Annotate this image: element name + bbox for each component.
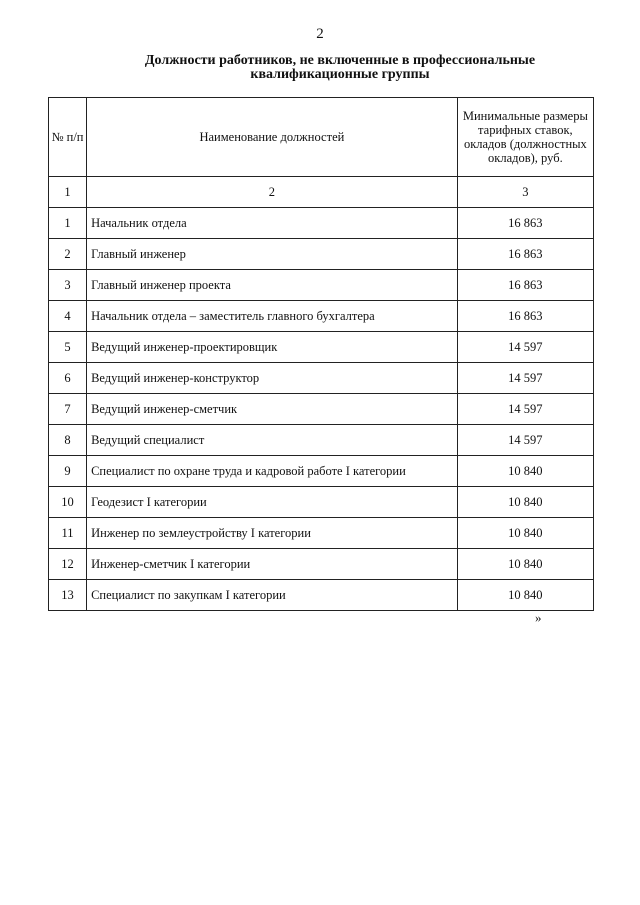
position-name: Геодезист I категории bbox=[87, 487, 458, 518]
row-number: 2 bbox=[49, 239, 87, 270]
position-name: Главный инженер проекта bbox=[87, 270, 458, 301]
table-row bbox=[49, 363, 594, 394]
header-position-name: Наименование должностей bbox=[87, 98, 458, 177]
table-body bbox=[49, 177, 594, 611]
table-row bbox=[49, 549, 594, 580]
salary-amount: 16 863 bbox=[457, 208, 593, 239]
position-name: Главный инженер bbox=[87, 239, 458, 270]
document-title-line-1: Должности работников, не включенные в профессиональные bbox=[144, 53, 536, 68]
salary-amount: 14 597 bbox=[457, 363, 593, 394]
row-number: 13 bbox=[49, 580, 87, 611]
position-name: Специалист по закупкам I категории bbox=[87, 580, 458, 611]
position-name: Инженер по землеустройству I категории bbox=[87, 518, 458, 549]
column-number-2: 2 bbox=[87, 177, 458, 208]
row-number: 11 bbox=[49, 518, 87, 549]
page-number: 2 bbox=[316, 26, 324, 42]
position-name: Ведущий специалист bbox=[87, 425, 458, 456]
header-number: № п/п bbox=[49, 98, 87, 177]
row-number: 3 bbox=[49, 270, 87, 301]
table-row bbox=[49, 487, 594, 518]
table-row bbox=[49, 208, 594, 239]
table-header-row bbox=[49, 98, 594, 177]
row-number: 1 bbox=[49, 208, 87, 239]
document-title bbox=[110, 54, 570, 82]
table-row bbox=[49, 518, 594, 549]
salary-amount: 16 863 bbox=[457, 239, 593, 270]
document-title-line-2: квалификационные группы bbox=[250, 67, 430, 82]
salary-amount: 10 840 bbox=[457, 518, 593, 549]
position-name: Начальник отдела bbox=[87, 208, 458, 239]
table-row bbox=[49, 456, 594, 487]
salary-amount: 16 863 bbox=[457, 301, 593, 332]
position-name: Ведущий инженер-конструктор bbox=[87, 363, 458, 394]
salary-amount: 14 597 bbox=[457, 425, 593, 456]
positions-table bbox=[48, 97, 594, 611]
column-number-3: 3 bbox=[457, 177, 593, 208]
salary-amount: 14 597 bbox=[457, 394, 593, 425]
header-salary: Минимальные размеры тарифных ставок, окладов (должностных окладов), руб. bbox=[457, 98, 593, 177]
row-number: 8 bbox=[49, 425, 87, 456]
position-name: Ведущий инженер-сметчик bbox=[87, 394, 458, 425]
position-name: Инженер-сметчик I категории bbox=[87, 549, 458, 580]
salary-amount: 14 597 bbox=[457, 332, 593, 363]
column-number-1: 1 bbox=[49, 177, 87, 208]
column-number-row bbox=[49, 177, 594, 208]
table-row bbox=[49, 394, 594, 425]
position-name: Начальник отдела – заместитель главного бухгалтера bbox=[87, 301, 458, 332]
row-number: 4 bbox=[49, 301, 87, 332]
table-row bbox=[49, 301, 594, 332]
salary-amount: 10 840 bbox=[457, 456, 593, 487]
table-row bbox=[49, 580, 594, 611]
row-number: 9 bbox=[49, 456, 87, 487]
row-number: 6 bbox=[49, 363, 87, 394]
table-row bbox=[49, 425, 594, 456]
row-number: 10 bbox=[49, 487, 87, 518]
row-number: 5 bbox=[49, 332, 87, 363]
table-row bbox=[49, 332, 594, 363]
row-number: 7 bbox=[49, 394, 87, 425]
table-row bbox=[49, 239, 594, 270]
row-number: 12 bbox=[49, 549, 87, 580]
closing-quote-mark: » bbox=[535, 610, 542, 625]
position-name: Ведущий инженер-проектировщик bbox=[87, 332, 458, 363]
salary-amount: 16 863 bbox=[457, 270, 593, 301]
position-name: Специалист по охране труда и кадровой работе I категории bbox=[87, 456, 458, 487]
table-row bbox=[49, 270, 594, 301]
salary-amount: 10 840 bbox=[457, 487, 593, 518]
salary-amount: 10 840 bbox=[457, 549, 593, 580]
salary-amount: 10 840 bbox=[457, 580, 593, 611]
